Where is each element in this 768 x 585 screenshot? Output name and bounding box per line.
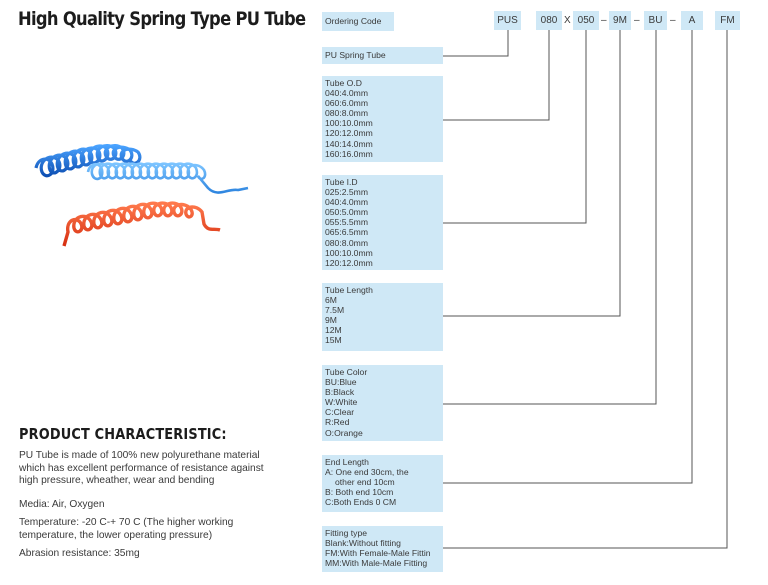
connector-fitting xyxy=(443,30,727,548)
tube-od-box: Tube O.D 040:4.0mm 060:6.0mm 080:8.0mm 100:10.0mm 120:12.0mm 140:14.0mm 160:16.0mm xyxy=(322,76,443,162)
code-segment-id: 050 xyxy=(573,11,599,30)
page-title: High Quality Spring Type PU Tube xyxy=(18,8,306,30)
code-segment-end: A xyxy=(681,11,703,30)
connector-length xyxy=(443,30,620,316)
code-separator-dash: – xyxy=(670,15,676,26)
description-line: which has excellent performance of resistance against xyxy=(19,462,264,474)
box-title: Tube O.D xyxy=(325,78,362,88)
box-title: End Length xyxy=(325,457,369,467)
tube-color-box: Tube Color BU:Blue B:Black W:White C:Clear R:Red O:Orange xyxy=(322,365,443,441)
product-name-box: PU Spring Tube xyxy=(322,47,443,64)
media-text: Media: Air, Oxygen xyxy=(19,499,105,510)
fitting-type-box: Fitting type Blank:Without fitting FM:With Female-Male Fittin MM:With Male-Male Fitting xyxy=(322,526,443,572)
description-line: PU Tube is made of 100% new polyurethane material xyxy=(19,450,260,461)
box-title: Tube Color xyxy=(325,367,368,377)
tube-length-box: Tube Length 6M 7.5M 9M 12M 15M xyxy=(322,283,443,351)
abrasion-text: Abrasion resistance: 35mg xyxy=(19,548,140,559)
box-title: Tube I.D xyxy=(325,177,358,187)
description-line: high pressure, wheather, wear and bending xyxy=(19,475,215,486)
box-title: Fitting type xyxy=(325,528,368,538)
code-segment-pus: PUS xyxy=(494,11,521,30)
box-title: Tube Length xyxy=(325,285,373,295)
code-separator-x: X xyxy=(564,15,571,26)
code-segment-length: 9M xyxy=(609,11,631,30)
code-separator-dash: – xyxy=(601,15,607,26)
tube-id-box: Tube I.D 025:2.5mm 040:4.0mm 050:5.0mm 055:5.5mm 065:6.5mm 080:8.0mm 100:10.0mm 120:12.0mm xyxy=(322,175,443,270)
temperature-text: Temperature: -20 C-+ 70 C (The higher working temperature, the lower operating pressure) xyxy=(19,517,234,541)
ordering-code-label: Ordering Code xyxy=(322,12,394,31)
connector-pus xyxy=(443,30,508,56)
end-length-box: End Length A: One end 30cm, the other end 10cm B: Both end 10cm C:Both Ends 0 CM xyxy=(322,455,443,512)
characteristic-heading: PRODUCT CHARACTERISTIC: xyxy=(19,425,227,443)
code-separator-dash: – xyxy=(634,15,640,26)
connector-od xyxy=(443,30,549,120)
code-segment-fitting: FM xyxy=(715,11,740,30)
connector-id xyxy=(443,30,586,223)
connector-end xyxy=(443,30,692,483)
code-segment-od: 080 xyxy=(536,11,562,30)
code-segment-color: BU xyxy=(644,11,667,30)
